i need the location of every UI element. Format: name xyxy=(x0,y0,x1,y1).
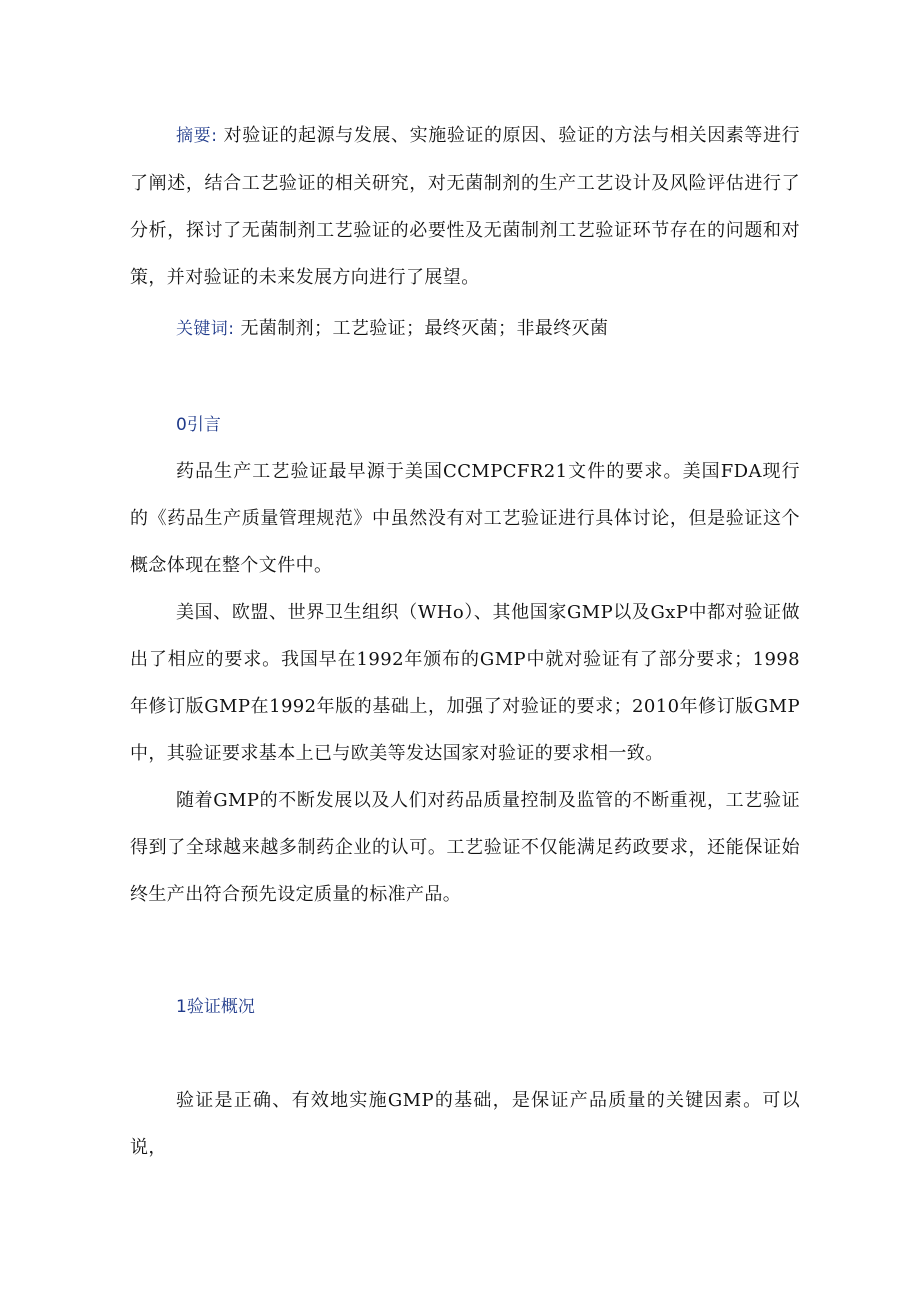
section-heading-introduction: 0引言 xyxy=(176,415,221,435)
body-paragraph: 验证是正确、有效地实施GMP的基础，是保证产品质量的关键因素。可以说， xyxy=(130,1090,800,1158)
keywords-label: 关键词: xyxy=(176,319,235,339)
body-paragraph: 随着GMP的不断发展以及人们对药品质量控制及监管的不断重视，工艺验证得到了全球越来越多制药企业的认可。工艺验证不仅能满足药政要求，还能保证始终生产出符合预先设定质量的标准产品。 xyxy=(130,790,800,905)
keywords-text: 无菌制剂；工艺验证；最终灭菌；非最终灭菌 xyxy=(234,318,609,339)
section-heading-validation-overview: 1验证概况 xyxy=(176,997,255,1017)
abstract-paragraph xyxy=(130,112,800,301)
abstract-label: 摘要: xyxy=(176,126,218,146)
body-paragraph: 美国、欧盟、世界卫生组织（WHo）、其他国家GMP以及GxP中都对验证做出了相应的要求。我国早在1992年颁布的GMP中就对验证有了部分要求；1998年修订版GMP在1992年版的基础上，加强了对验证的要求；2010年修订版GMP中，其验证要求基本上已与欧美等发达国家对验证的要求相一致。 xyxy=(130,602,800,764)
abstract-text: 对验证的起源与发展、实施验证的原因、验证的方法与相关因素等进行了阐述，结合工艺验证的相关研究，对无菌制剂的生产工艺设计及风险评估进行了分析，探讨了无菌制剂工艺验证的必要性及无菌制剂工艺验证环节存在的问题和对策，并对验证的未来发展方向进行了展望。 xyxy=(130,125,800,288)
body-paragraph: 药品生产工艺验证最早源于美国CCMPCFR21文件的要求。美国FDA现行的《药品生产质量管理规范》中虽然没有对工艺验证进行具体讨论，但是验证这个概念体现在整个文件中。 xyxy=(130,461,800,576)
keywords-paragraph xyxy=(130,305,800,353)
